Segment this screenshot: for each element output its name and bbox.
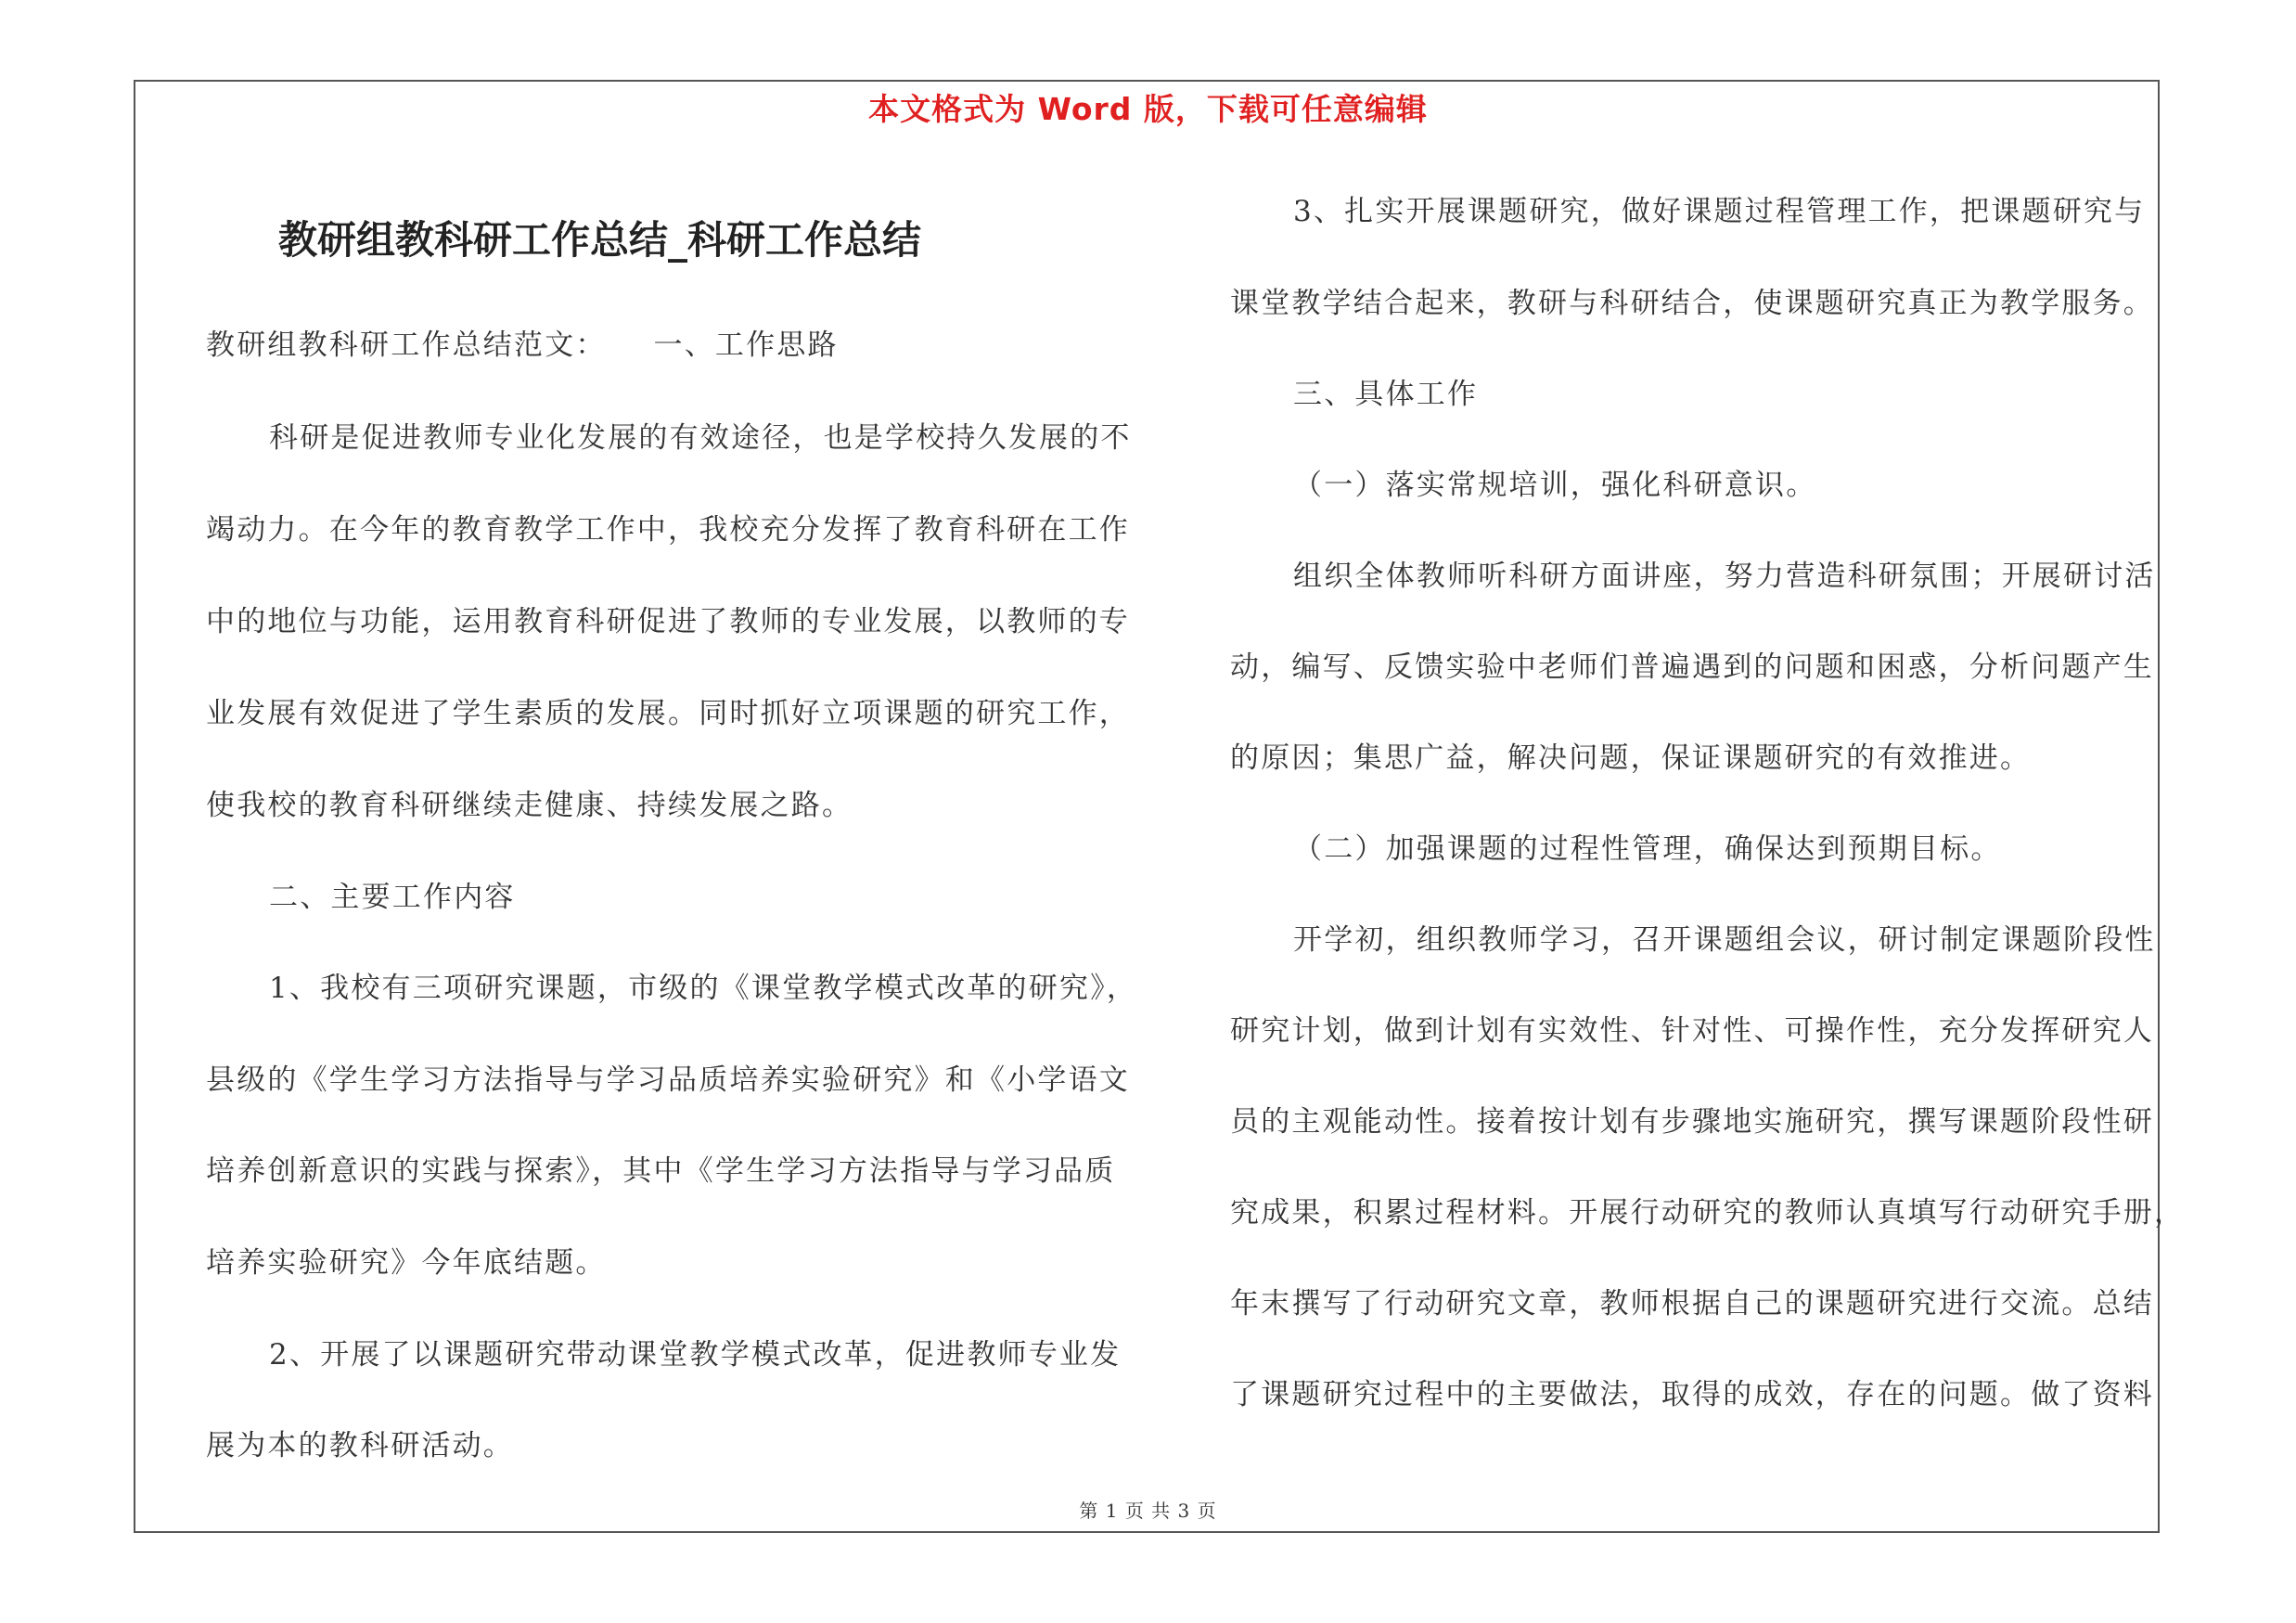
paragraph-line: 的原因；集思广益，解决问题，保证课题研究的有效推进。 — [1230, 741, 2032, 775]
section-heading: 三、具体工作 — [1293, 378, 1479, 411]
paragraph-line: 培养创新意识的实践与探索》，其中《学生学习方法指导与学习品质 — [206, 1154, 1116, 1188]
paragraph-line: 年末撰写了行动研究文章，教师根据自己的课题研究进行交流。总结 — [1230, 1287, 2154, 1320]
document-title: 教研组教科研工作总结_科研工作总结 — [278, 217, 922, 263]
paragraph-line: 县级的《学生学习方法指导与学习品质培养实验研究》和《小学语文 — [206, 1063, 1130, 1097]
subsection-heading: （一）落实常规培训，强化科研意识。 — [1293, 469, 1817, 502]
paragraph-line: 使我校的教育科研继续走健康、持续发展之路。 — [206, 789, 853, 822]
paragraph-line: 展为本的教科研活动。 — [206, 1429, 514, 1462]
paragraph-line: 动，编写、反馈实验中老师们普遍遇到的问题和困惑，分析问题产生 — [1230, 650, 2154, 684]
paragraph-line: 究成果，积累过程材料。开展行动研究的教师认真填写行动研究手册， — [1230, 1196, 2186, 1230]
subsection-heading: （二）加强课题的过程性管理，确保达到预期目标。 — [1293, 832, 2002, 866]
paragraph-line: 了课题研究过程中的主要做法，取得的成效，存在的问题。做了资料 — [1230, 1378, 2154, 1411]
paragraph-line: 3、扎实开展课题研究，做好课题过程管理工作，把课题研究与 — [1293, 195, 2146, 228]
paragraph-line: 教研组教科研工作总结范文： 一、工作思路 — [206, 328, 839, 362]
section-heading: 二、主要工作内容 — [269, 881, 516, 914]
paragraph-line: 开学初，组织教师学习，召开课题组会议，研讨制定课题阶段性 — [1293, 923, 2156, 957]
paragraph-line: 竭动力。在今年的教育教学工作中，我校充分发挥了教育科研在工作 — [206, 513, 1130, 547]
paragraph-line: 2、开展了以课题研究带动课堂教学模式改革，促进教师专业发 — [269, 1338, 1122, 1372]
paragraph-line: 业发展有效促进了学生素质的发展。同时抓好立项课题的研究工作， — [206, 697, 1130, 730]
paragraph-line: 科研是促进教师专业化发展的有效途径，也是学校持久发展的不 — [269, 421, 1132, 455]
paragraph-line: 课堂教学结合起来，教研与科研结合，使课题研究真正为教学服务。 — [1230, 287, 2154, 320]
paragraph-line: 中的地位与功能，运用教育科研促进了教师的专业发展，以教师的专 — [206, 605, 1130, 638]
paragraph-line: 研究计划，做到计划有实效性、针对性、可操作性，充分发挥研究人 — [1230, 1014, 2154, 1048]
paragraph-line: 培养实验研究》今年底结题。 — [206, 1246, 607, 1280]
paragraph-line: 1、我校有三项研究课题，市级的《课堂教学模式改革的研究》， — [269, 972, 1138, 1005]
format-banner: 本文格式为 Word 版，下载可任意编辑 — [868, 91, 1428, 127]
page-number: 第 1 页 共 3 页 — [1079, 1500, 1217, 1522]
paragraph-line: 组织全体教师听科研方面讲座，努力营造科研氛围；开展研讨活 — [1293, 560, 2156, 593]
paragraph-line: 员的主观能动性。接着按计划有步骤地实施研究，撰写课题阶段性研 — [1230, 1105, 2154, 1139]
